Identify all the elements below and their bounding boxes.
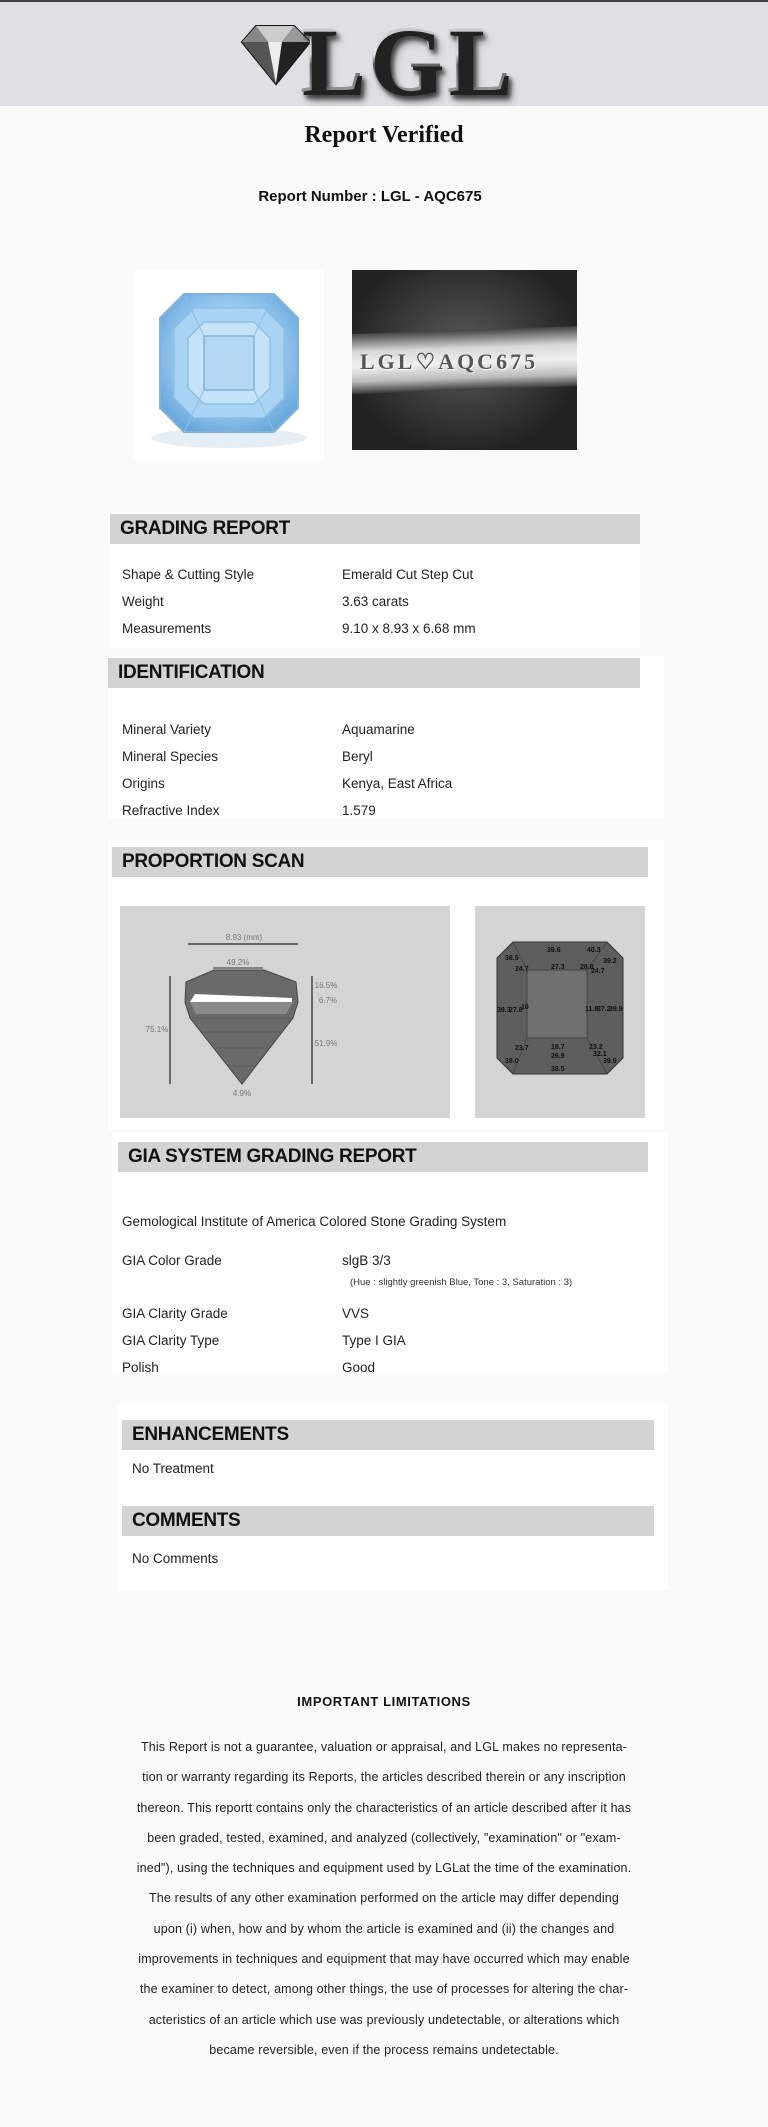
enhancements-heading: ENHANCEMENTS: [122, 1420, 654, 1450]
side-profile-diagram: [120, 906, 450, 1118]
culet-label: 4.9%: [232, 1089, 252, 1098]
logo-text: LGL: [300, 6, 515, 113]
top-view-value: 38.5: [505, 955, 519, 962]
row-label-shape: Shape & Cutting Style: [122, 567, 255, 582]
emerald-cut-gem-image: [134, 270, 324, 460]
top-view-value: 38.5: [551, 1066, 565, 1073]
limitations-line: The results of any other examination performed on the article may differ depending: [149, 1891, 619, 1906]
girdle-label: 6.7%: [318, 996, 338, 1005]
top-view-value: 24.7: [515, 966, 529, 973]
page-title: Report Verified: [304, 122, 464, 148]
row-value-origins: Kenya, East Africa: [342, 776, 453, 791]
top-view-diagram: [475, 906, 645, 1118]
pavilion-label: 51.9%: [314, 1039, 338, 1048]
limitations-line: improvements in techniques and equipment that may have occurred which may enable: [138, 1952, 630, 1967]
limitations-line: tion or warranty regarding its Reports, the articles described therein or any inscription: [142, 1770, 626, 1785]
row-value-mineral-species: Beryl: [342, 749, 373, 764]
top-view-value: 28.8: [580, 964, 594, 971]
top-view-value: 38.0: [505, 1058, 519, 1065]
limitations-line: became reversible, even if the process remains undetectable.: [209, 2042, 559, 2057]
top-view-value: 27.3: [551, 964, 565, 971]
row-value-gia-clarity-grade: VVS: [342, 1306, 370, 1321]
limitations-line: upon (i) when, how and by whom the article is examined and (ii) the changes and: [153, 1921, 615, 1936]
row-value-measurements: 9.10 x 8.93 x 6.68 mm: [342, 621, 476, 636]
top-view-value: 39.6: [547, 947, 561, 954]
top-view-value: 10: [521, 1004, 529, 1011]
width-label: 8.93 (mm): [225, 933, 263, 942]
limitations-line: thereon. This reportt contains only the characteristics of an article described after it has: [136, 1800, 632, 1815]
row-label-gia-color-grade: GIA Color Grade: [122, 1253, 222, 1268]
row-value-gia-color-grade: slgB 3/3: [342, 1253, 391, 1268]
top-view-value: 37.2: [597, 1006, 611, 1013]
report-number: Report Number : LGL - AQC675: [258, 188, 482, 205]
limitations-line: This Report is not a guarantee, valuation or appraisal, and LGL makes no representa-: [140, 1740, 628, 1754]
limitations-line: ined"), using the techniques and equipment used by LGLat the time of the examination.: [136, 1861, 632, 1876]
gia-heading: GIA SYSTEM GRADING REPORT: [118, 1142, 648, 1172]
comments-heading: COMMENTS: [122, 1506, 654, 1536]
row-value-gia-clarity-type: Type I GIA: [342, 1333, 406, 1348]
top-view-value: 24.7: [591, 968, 605, 975]
depth-label: 75.1%: [145, 1025, 169, 1034]
girdle-inscription-photo: [352, 270, 577, 450]
limitations-body: [118, 1732, 650, 2065]
enhancements-text: No Treatment: [132, 1461, 214, 1476]
limitations-title: IMPORTANT LIMITATIONS: [297, 1694, 471, 1709]
row-label-mineral-variety: Mineral Variety: [122, 722, 212, 737]
row-label-weight: Weight: [122, 594, 164, 609]
top-view-value: 40.3: [587, 947, 601, 954]
row-value-polish: Good: [342, 1360, 376, 1375]
gem-photo: [134, 270, 324, 460]
limitations-line: been graded, tested, examined, and analyzed (collectively, "examination" or "exam-: [147, 1830, 621, 1845]
row-value-refractive-index: 1.579: [342, 803, 376, 818]
row-value-shape: Emerald Cut Step Cut: [342, 567, 474, 582]
top-view-value: 11.8: [585, 1006, 599, 1013]
grading-report-heading: GRADING REPORT: [110, 514, 640, 544]
row-label-refractive-index: Refractive Index: [122, 803, 220, 818]
row-value-mineral-variety: Aquamarine: [342, 722, 415, 737]
inscription-text: LGL♡AQC675: [360, 349, 539, 374]
gia-subtitle: Gemological Institute of America Colored Stone Grading System: [122, 1214, 507, 1229]
row-label-gia-clarity-grade: GIA Clarity Grade: [122, 1306, 228, 1321]
top-view-value: 23.2: [589, 1044, 603, 1051]
row-label-measurements: Measurements: [122, 621, 212, 636]
row-label-polish: Polish: [122, 1360, 159, 1375]
top-view-value: 39.2: [603, 958, 617, 965]
crown-label: 16.5%: [314, 981, 338, 990]
row-label-mineral-species: Mineral Species: [122, 749, 219, 764]
top-view-value: 39.9: [603, 1058, 617, 1065]
top-view-value: 26.9: [551, 1053, 565, 1060]
comments-text: No Comments: [132, 1551, 219, 1566]
limitations-line: acteristics of an article which use was previously undetectable, or alterations which: [148, 2012, 620, 2027]
top-view-value: 27.8: [509, 1007, 523, 1014]
top-view-value: 18.7: [551, 1044, 565, 1051]
table-label: 49.2%: [226, 958, 250, 967]
color-grade-note: (Hue : slightly greenish Blue, Tone : 3, Saturation : 3): [350, 1277, 573, 1288]
top-view-value: 39.9: [609, 1006, 623, 1013]
row-label-origins: Origins: [122, 776, 165, 791]
site-header: [0, 0, 768, 113]
top-view-value: 39.3: [497, 1007, 511, 1014]
top-view-value: 23.7: [515, 1045, 529, 1052]
proportion-scan-heading: PROPORTION SCAN: [112, 847, 648, 877]
row-label-gia-clarity-type: GIA Clarity Type: [122, 1333, 220, 1348]
identification-heading: IDENTIFICATION: [108, 658, 640, 688]
top-view-value: 32.1: [593, 1051, 607, 1058]
limitations-line: the examiner to detect, among other things, the use of processes for altering the char-: [139, 1982, 629, 1997]
row-value-weight: 3.63 carats: [342, 594, 409, 609]
